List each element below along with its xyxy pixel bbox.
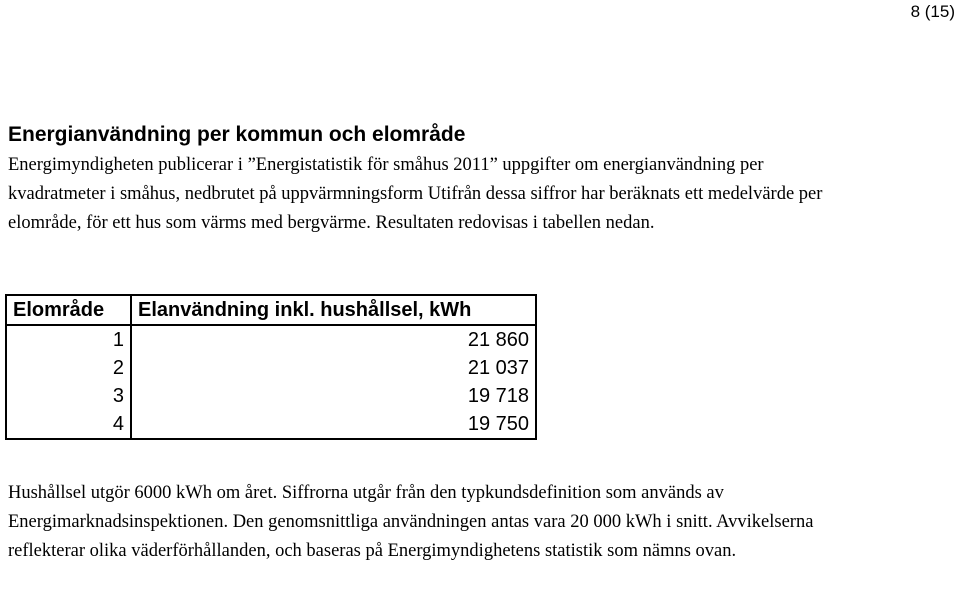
page-number: 8 (15) (910, 2, 955, 21)
footer-paragraph: Hushållsel utgör 6000 kWh om året. Siffrorna utgår från den typkundsdefinition som används av Energimarknadsinspektionen. Den genomsnittliga användningen antas vara 20 000 kWh i snitt. Avvikelserna reflekterar olika väderförhållanden, och baseras på Energimyndighetens statistik som nämns ovan. (8, 483, 814, 561)
usage-cell: 21 860 (131, 325, 536, 354)
area-cell: 4 (6, 410, 131, 439)
usage-cell: 19 718 (131, 382, 536, 410)
area-cell: 1 (6, 325, 131, 354)
table-row (6, 354, 536, 382)
table-header-row (6, 295, 536, 325)
table-row (6, 382, 536, 410)
usage-cell: 21 037 (131, 354, 536, 382)
area-cell: 2 (6, 354, 131, 382)
usage-cell: 19 750 (131, 410, 536, 439)
column-header-area: Elområde (6, 295, 131, 325)
table-row (6, 410, 536, 439)
section-title: Energianvändning per kommun och elområde (8, 123, 466, 146)
intro-paragraph: Energimyndigheten publicerar i ”Energistatistik för småhus 2011” uppgifter om energianvändning per kvadratmeter i småhus, nedbrutet på uppvärmningsform Utifrån dessa siffror har beräknats ett medelvärde per elområde, för ett hus som värms med bergvärme. Resultaten redovisas i tabellen nedan. (8, 155, 823, 233)
table-row (6, 325, 536, 354)
column-header-usage: Elanvändning inkl. hushållsel, kWh (131, 295, 536, 325)
energy-table (5, 294, 537, 440)
area-cell: 3 (6, 382, 131, 410)
